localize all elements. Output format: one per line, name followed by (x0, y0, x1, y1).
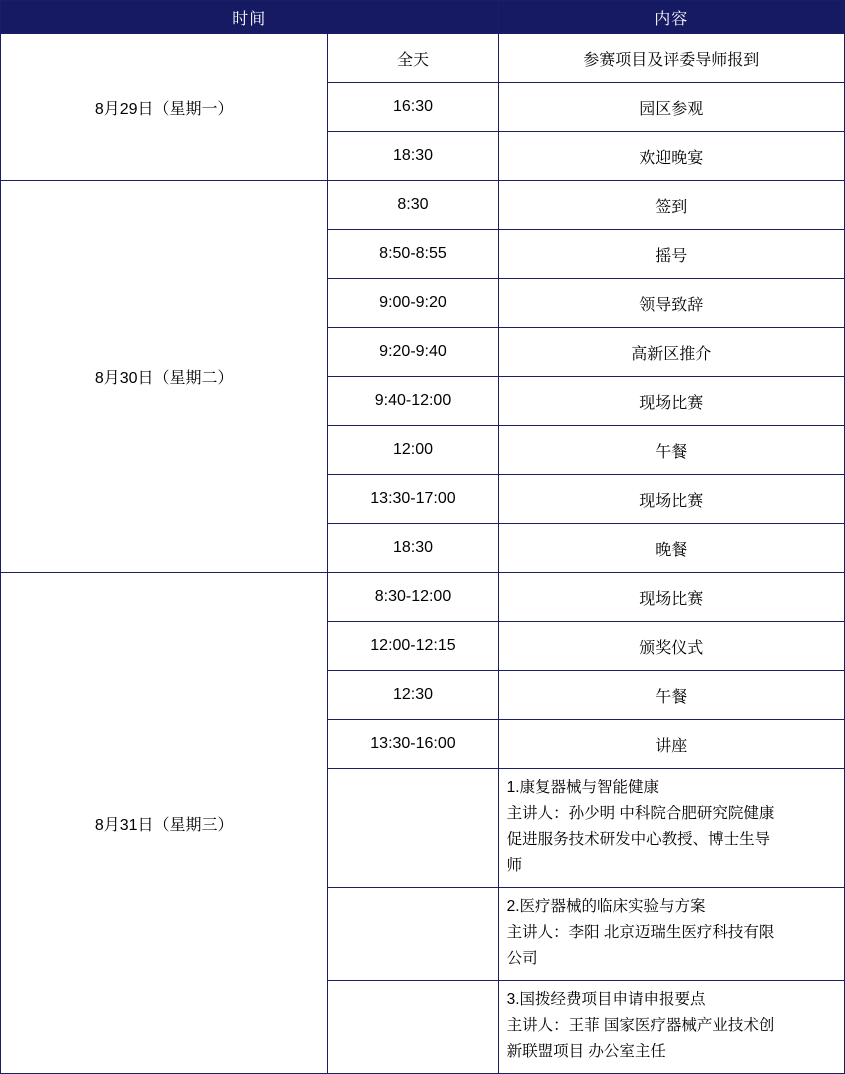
time-cell: 9:20-9:40 (328, 328, 498, 377)
content-line: 2.医疗器械的临床实验与方案 (506, 898, 706, 915)
content-line: 促进服务技术研发中心教授、博士生导 (506, 831, 771, 848)
time-cell: 16:30 (328, 83, 498, 132)
content-line: 公司 (506, 950, 538, 967)
content-line: 主讲人：李阳 北京迈瑞生医疗科技有限 (506, 924, 775, 941)
time-cell: 8:30-12:00 (328, 573, 498, 622)
content-cell: 午餐 (498, 671, 844, 720)
content-cell: 讲座 (498, 720, 844, 769)
time-cell: 13:30-17:00 (328, 475, 498, 524)
time-cell: 9:00-9:20 (328, 279, 498, 328)
content-cell: 领导致辞 (498, 279, 844, 328)
time-cell: 8:50-8:55 (328, 230, 498, 279)
time-cell (328, 888, 498, 981)
content-line: 新联盟项目 办公室主任 (506, 1043, 666, 1060)
content-cell: 现场比赛 (498, 475, 844, 524)
table-header (1, 1, 845, 34)
table-row (1, 34, 845, 83)
table-header-row (1, 1, 845, 34)
day-label-cell: 8月31日（星期三） (1, 573, 328, 1074)
content-line: 师 (506, 857, 523, 874)
content-cell: 颁奖仪式 (498, 622, 844, 671)
content-cell: 欢迎晚宴 (498, 132, 844, 181)
time-cell (328, 981, 498, 1074)
day-label-cell: 8月29日（星期一） (1, 34, 328, 181)
content-line: 主讲人：孙少明 中科院合肥研究院健康 (506, 805, 775, 822)
time-cell: 12:30 (328, 671, 498, 720)
content-cell: 午餐 (498, 426, 844, 475)
content-cell: 签到 (498, 181, 844, 230)
content-cell (498, 769, 844, 888)
header-content: 内容 (498, 1, 844, 34)
content-line: 主讲人：王菲 国家医疗器械产业技术创 (506, 1017, 775, 1034)
table-row (1, 181, 845, 230)
time-cell: 18:30 (328, 524, 498, 573)
table-body (1, 34, 845, 1074)
time-cell: 13:30-16:00 (328, 720, 498, 769)
time-cell (328, 769, 498, 888)
content-cell: 高新区推介 (498, 328, 844, 377)
content-cell: 晚餐 (498, 524, 844, 573)
content-line: 3.国拨经费项目申请申报要点 (506, 991, 706, 1008)
time-cell: 18:30 (328, 132, 498, 181)
content-cell: 摇号 (498, 230, 844, 279)
content-cell (498, 888, 844, 981)
time-cell: 全天 (328, 34, 498, 83)
time-cell: 9:40-12:00 (328, 377, 498, 426)
time-cell: 8:30 (328, 181, 498, 230)
content-cell: 参赛项目及评委导师报到 (498, 34, 844, 83)
content-cell: 现场比赛 (498, 377, 844, 426)
time-cell: 12:00 (328, 426, 498, 475)
content-cell: 现场比赛 (498, 573, 844, 622)
day-label-cell: 8月30日（星期二） (1, 181, 328, 573)
time-cell: 12:00-12:15 (328, 622, 498, 671)
content-cell (498, 981, 844, 1074)
content-cell: 园区参观 (498, 83, 844, 132)
table-row (1, 573, 845, 622)
content-line: 1.康复器械与智能健康 (506, 779, 660, 796)
header-time: 时间 (1, 1, 499, 34)
